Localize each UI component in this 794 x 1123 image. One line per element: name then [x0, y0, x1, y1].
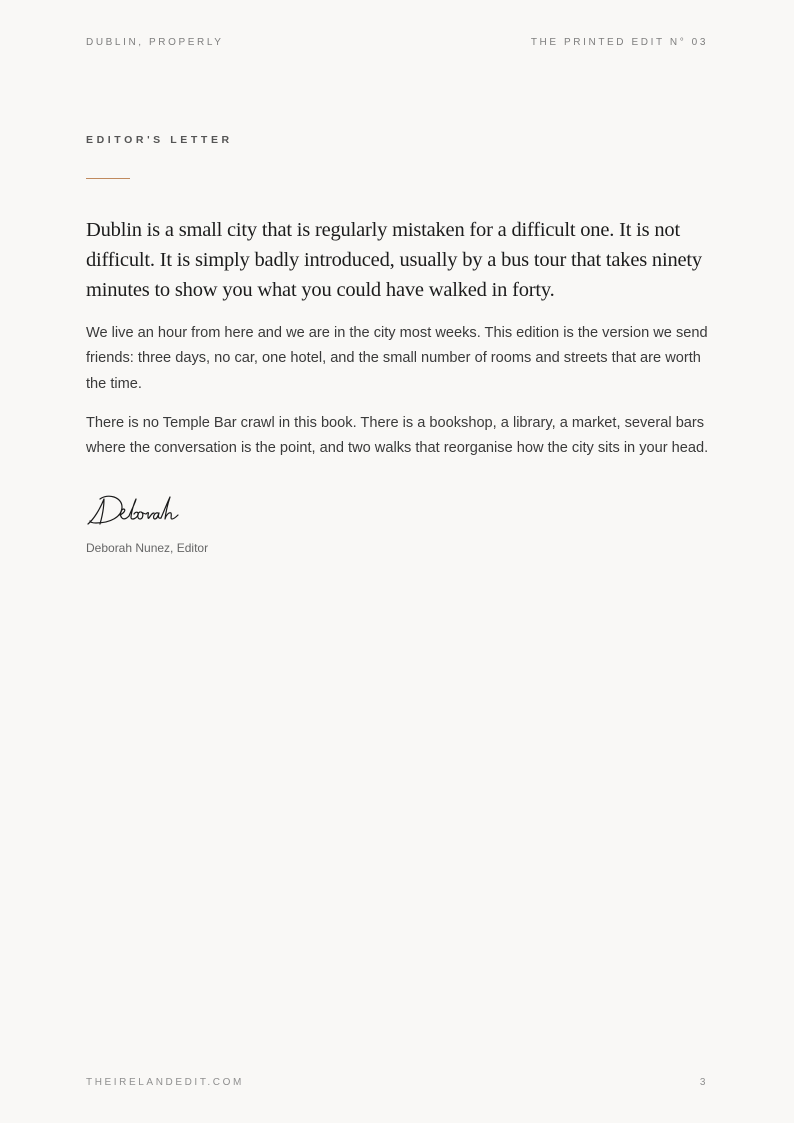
handwritten-signature	[86, 491, 196, 539]
signature-caption: Deborah Nunez, Editor	[86, 541, 209, 556]
website-link[interactable]: THEIRELANDEDIT.COM	[86, 1077, 244, 1088]
body-paragraph-1: We live an hour from here and we are in the city most weeks. This edition is the version we send friends: three days, no car, one hotel, and the small number of rooms and streets that are worth the time.	[86, 325, 708, 392]
page-number: 3	[699, 1077, 708, 1088]
section-kicker: EDITOR'S LETTER	[86, 134, 233, 146]
lede-paragraph: Dublin is a small city that is regularly mistaken for a difficult one. It is not difficult. It is simply badly introduced, usually by a bus tour that takes ninety minutes to show you what you could have walked in forty.	[86, 219, 702, 301]
accent-rule	[86, 178, 130, 179]
page-footer	[86, 1077, 708, 1088]
running-head	[86, 37, 708, 48]
publication-title: DUBLIN, PROPERLY	[86, 37, 224, 48]
edition-label: THE PRINTED EDIT N° 03	[530, 37, 708, 48]
signature-drawing	[86, 491, 186, 531]
editors-letter	[86, 133, 709, 555]
body-paragraph-2: There is no Temple Bar crawl in this book. There is a bookshop, a library, a market, several bars where the conversation is the point, and two walks that reorganise how the city sits in your head.	[86, 414, 709, 457]
